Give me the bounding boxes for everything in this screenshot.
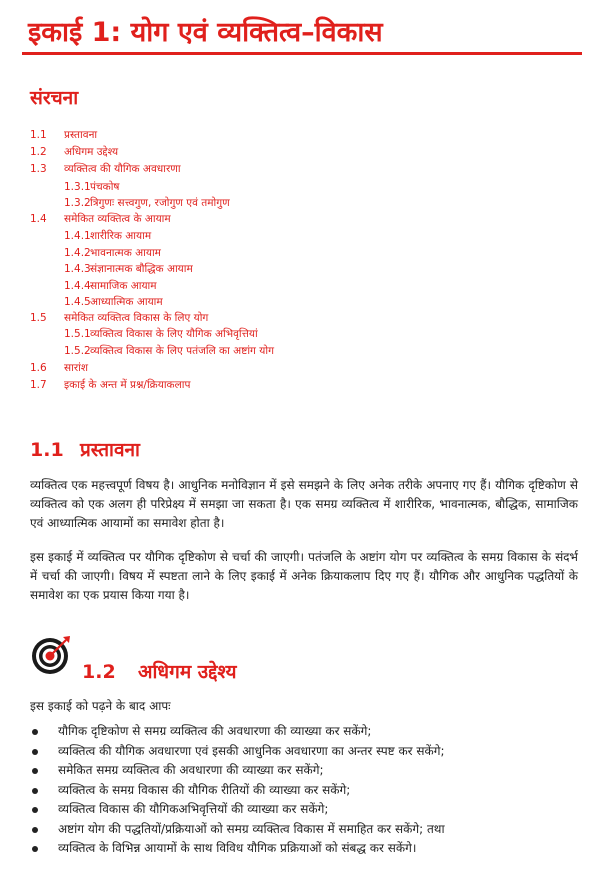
toc-subitem[interactable]: 1.4.1शारीरिक आयाम xyxy=(64,230,152,242)
introduction-paragraph-1: व्यक्तित्व एक महत्त्वपूर्ण विषय है। आधुनिक मनोविज्ञान में इसे समझने के लिए अनेक तरीके अपनाए गए हैं। यौगिक दृष्टिकोण से व्यक्तित्व को एक अलग ही परिप्रेक्ष्य में समझा जा सकता है। एक समग्र व्यक्तित्व में शारीरिक, भावनात्मक, बौद्धिक, सामाजिक एवं आध्यात्मिक आयामों का समावेश होता है। xyxy=(30,478,578,530)
objectives-list xyxy=(30,722,590,859)
toc-item[interactable]: 1.2 अधिगम उद्देश्य xyxy=(30,146,119,158)
list-item: व्यक्तित्व विकास की यौगिकअभिवृत्तियों की व्याख्या कर सकेंगे; xyxy=(30,800,590,820)
introduction-paragraph-2: इस इकाई में व्यक्तित्व पर यौगिक दृष्टिकोण से चर्चा की जाएगी। पतंजलि के अष्टांग योग पर व्यक्तित्व के समग्र विकास के संदर्भ में चर्चा की जाएगी। विषय में स्पष्टता लाने के लिए इकाई में अनेक क्रियाकलाप दिए गए हैं। यौगिक और आधुनिक पद्धतियों के समावेश का एक प्रयास किया गया है। xyxy=(30,550,578,602)
list-item: समेकित समग्र व्यक्तित्व की अवधारणा की व्याख्या कर सकेंगे; xyxy=(30,761,590,781)
toc-subitem[interactable]: 1.5.1व्यक्तित्व विकास के लिए यौगिक अभिवृत्तियां xyxy=(64,328,258,340)
bullet-icon xyxy=(32,807,38,813)
bullet-icon xyxy=(32,788,38,794)
list-item: व्यक्तित्व के समग्र विकास की यौगिक रीतियों की व्याख्या कर सकेंगे; xyxy=(30,781,590,801)
structure-heading: संरचना xyxy=(30,87,79,109)
objectives-intro: इस इकाई को पढ़ने के बाद आपः xyxy=(30,699,171,713)
section-heading-learning-objectives: 1.2 अधिगम उद्देश्य xyxy=(82,661,237,683)
toc-subitem[interactable]: 1.3.2त्रिगुणः सत्त्वगुण, रजोगुण एवं तमोगुण xyxy=(64,197,230,209)
bullet-icon xyxy=(32,749,38,755)
toc-item[interactable]: 1.4 समेकित व्यक्तित्व के आयाम xyxy=(30,213,171,225)
unit-title: इकाई 1: योग एवं व्यक्तित्व–विकास xyxy=(28,17,383,48)
toc-subitem[interactable]: 1.5.2व्यक्तित्व विकास के लिए पतंजलि का अष्टांग योग xyxy=(64,345,275,357)
list-item: अष्टांग योग की पद्धतियों/प्रक्रियाओं को समग्र व्यक्तित्व विकास में समाहित कर सकेंगे; तथा xyxy=(30,820,590,840)
toc-subitem[interactable]: 1.4.4सामाजिक आयाम xyxy=(64,280,157,292)
bullet-icon xyxy=(32,729,38,735)
target-icon xyxy=(30,634,72,676)
toc-subitem[interactable]: 1.4.3संज्ञानात्मक बौद्धिक आयाम xyxy=(64,263,193,275)
toc-item[interactable]: 1.6 सारांश xyxy=(30,362,88,374)
bullet-icon xyxy=(32,768,38,774)
list-item: व्यक्तित्व के विभिन्न आयामों के साथ विविध यौगिक प्रक्रियाओं को संबद्ध कर सकेंगे। xyxy=(30,839,590,859)
toc-item[interactable]: 1.5 समेकित व्यक्तित्व विकास के लिए योग xyxy=(30,312,209,324)
toc-item[interactable]: 1.7 इकाई के अन्त में प्रश्न/क्रियाकलाप xyxy=(30,379,191,391)
toc-item[interactable]: 1.1 प्रस्तावना xyxy=(30,129,98,141)
toc-subitem[interactable]: 1.4.5आध्यात्मिक आयाम xyxy=(64,296,163,308)
section-heading-introduction: 1.1 प्रस्तावना xyxy=(30,439,140,461)
toc-item[interactable]: 1.3 व्यक्तित्व की यौगिक अवधारणा xyxy=(30,163,181,175)
list-item: यौगिक दृष्टिकोण से समग्र व्यक्तित्व की अवधारणा की व्याख्या कर सकेंगे; xyxy=(30,722,590,742)
bullet-icon xyxy=(32,827,38,833)
list-item: व्यक्तित्व की यौगिक अवधारणा एवं इसकी आधुनिक अवधारणा का अन्तर स्पष्ट कर सकेंगे; xyxy=(30,742,590,762)
toc-subitem[interactable]: 1.3.1पंचकोष xyxy=(64,181,120,193)
title-underline xyxy=(22,52,582,55)
toc-subitem[interactable]: 1.4.2भावनात्मक आयाम xyxy=(64,247,161,259)
bullet-icon xyxy=(32,846,38,852)
